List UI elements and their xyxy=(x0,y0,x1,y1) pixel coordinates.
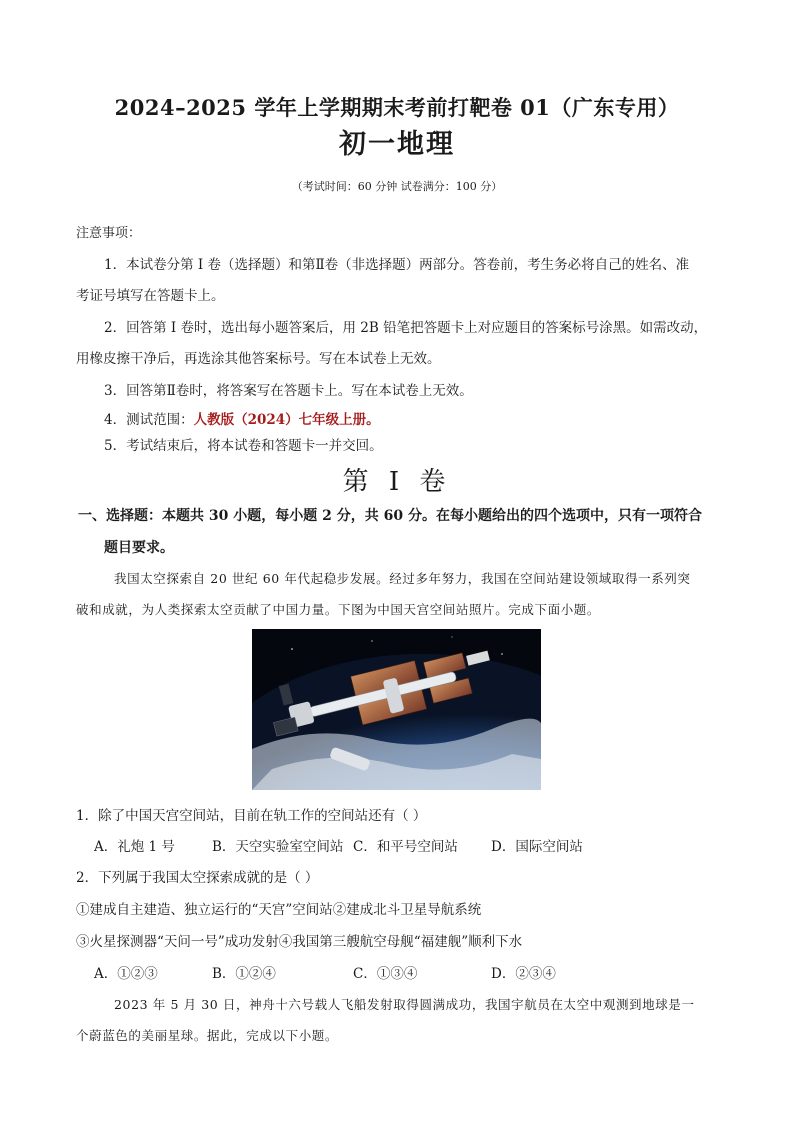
question-1-option-c[interactable]: C．和平号空间站 xyxy=(353,839,458,855)
exam-title: 2024–2025 学年上学期期末考前打靶卷 01（广东专用） xyxy=(114,95,680,120)
space-station-illustration xyxy=(252,629,541,790)
note-item-2-line-2: 用橡皮擦干净后，再选涂其他答案标号。写在本试卷上无效。 xyxy=(76,351,441,367)
question-2-option-b[interactable]: B．①②④ xyxy=(212,966,276,982)
note-item-3: 3．回答第Ⅱ卷时，将答案写在答题卡上。写在本试卷上无效。 xyxy=(104,383,473,399)
question-2-option-d[interactable]: D．②③④ xyxy=(491,966,556,982)
exam-info: （考试时间：60 分钟 试卷满分：100 分） xyxy=(291,180,503,193)
note-item-4-prefix: 4．测试范围： xyxy=(104,412,194,428)
question-2-statements-line-1: ①建成自主建造、独立运行的“天宫”空间站②建成北斗卫星导航系统 xyxy=(76,902,482,918)
passage-2-line-1: 2023 年 5 月 30 日，神舟十六号载人飞船发射取得圆满成功，我国宇航员在太空中观测到地球是一 xyxy=(114,997,695,1012)
test-scope: 人教版（2024）七年级上册。 xyxy=(193,412,380,428)
question-2-option-c[interactable]: C．①③④ xyxy=(353,966,418,982)
note-item-4 xyxy=(104,408,380,428)
subject-title: 初一地理 xyxy=(339,129,455,160)
passage-1-line-2: 破和成就，为人类探索太空贡献了中国力量。下图为中国天宫空间站照片。完成下面小题。 xyxy=(76,602,601,617)
question-1-option-a[interactable]: A．礼炮 1 号 xyxy=(94,839,175,855)
question-1-stem: 1．除了中国天宫空间站，目前在轨工作的空间站还有（ ） xyxy=(76,808,427,824)
passage-2-line-2: 个蔚蓝色的美丽星球。据此，完成以下小题。 xyxy=(76,1028,339,1043)
note-item-2-line-1: 2．回答第 I 卷时，选出每小题答案后，用 2B 铅笔把答题卡上对应题目的答案标号涂黑。如需改动， xyxy=(104,320,708,336)
section-title: 第 I 卷 xyxy=(342,467,452,497)
question-group-heading-line-2: 题目要求。 xyxy=(104,540,174,556)
note-item-1-line-2: 考证号填写在答题卡上。 xyxy=(76,288,225,304)
question-1-option-d[interactable]: D．国际空间站 xyxy=(491,839,583,855)
note-item-5: 5．考试结束后，将本试卷和答题卡一并交回。 xyxy=(104,438,383,454)
question-2-option-a[interactable]: A．①②③ xyxy=(94,966,158,982)
tiangong-space-station-photo xyxy=(252,629,541,790)
question-2-statements-line-2: ③火星探测器“天问一号”成功发射④我国第三艘航空母舰“福建舰”顺利下水 xyxy=(76,934,523,950)
question-2-stem: 2．下列属于我国太空探索成就的是（ ） xyxy=(76,870,319,886)
question-group-heading-line-1: 一、选择题：本题共 30 小题，每小题 2 分，共 60 分。在每小题给出的四个选项中，只有一项符合 xyxy=(78,508,702,524)
note-item-1-line-1: 1．本试卷分第 I 卷（选择题）和第Ⅱ卷（非选择题）两部分。答卷前，考生务必将自己的姓名、准 xyxy=(104,257,690,273)
passage-1-line-1: 我国太空探索自 20 世纪 60 年代起稳步发展。经过多年努力，我国在空间站建设领域取得一系列突 xyxy=(114,571,691,586)
notes-heading: 注意事项： xyxy=(76,226,142,241)
question-1-option-b[interactable]: B．天空实验室空间站 xyxy=(212,839,344,855)
